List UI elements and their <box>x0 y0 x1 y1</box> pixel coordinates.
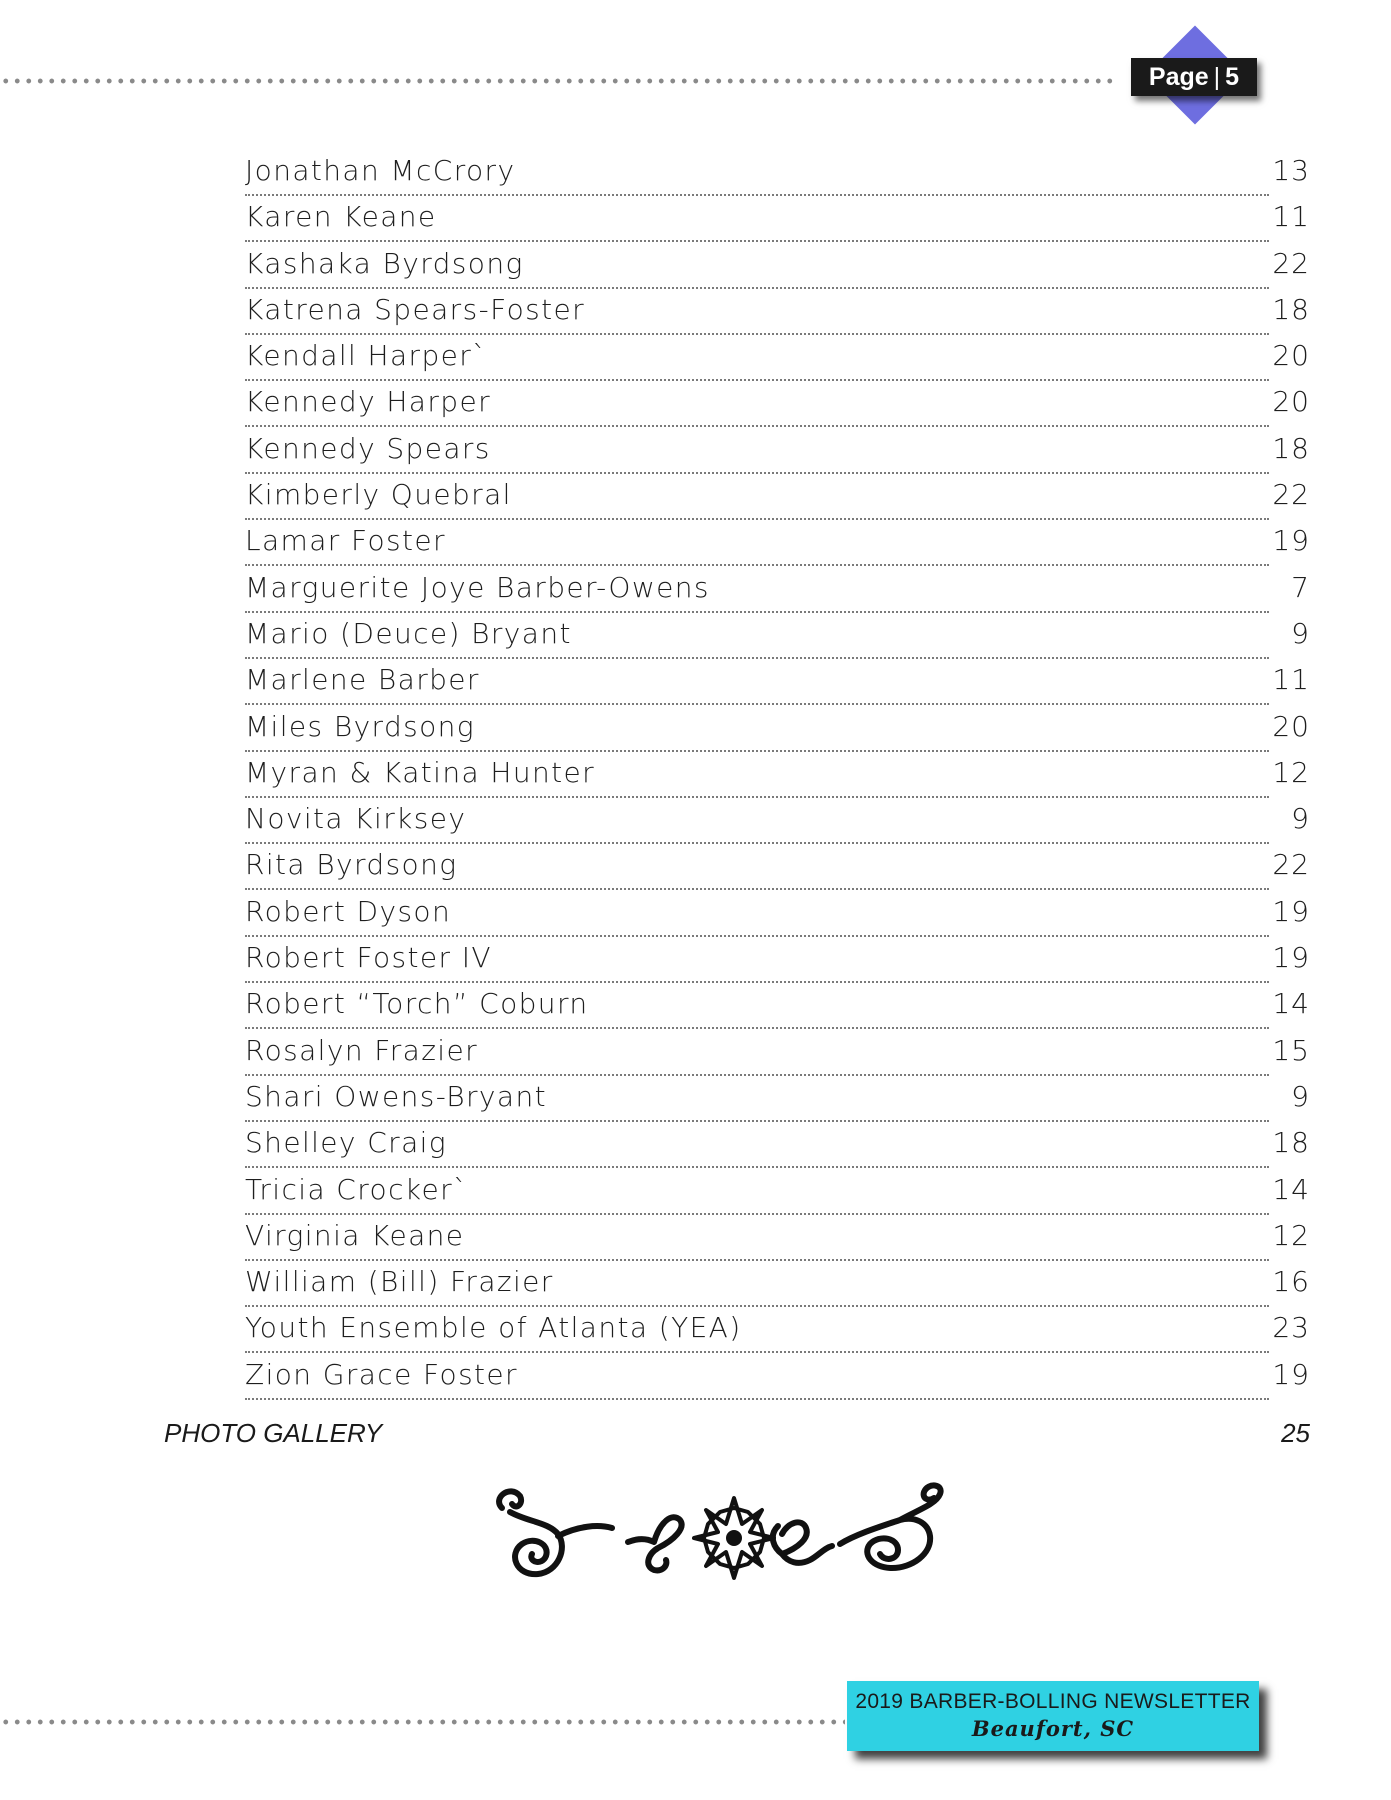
index-entry <box>245 1215 1310 1261</box>
entry-page-number: 7 <box>1291 570 1310 604</box>
index-entry <box>245 1122 1310 1168</box>
entry-page-number: 23 <box>1272 1311 1310 1345</box>
entry-name: Tricia Crocker` <box>245 1172 469 1206</box>
index-entry <box>245 891 1310 937</box>
entry-name: Shelley Craig <box>245 1126 448 1160</box>
entry-name: Marguerite Joye Barber-Owens <box>245 570 710 604</box>
entry-name: Novita Kirksey <box>245 802 467 836</box>
entry-page-number: 13 <box>1272 154 1310 187</box>
entry-name: Rita Byrdsong <box>245 848 458 882</box>
left-swirl-icon <box>499 1491 612 1574</box>
index-entry <box>245 752 1310 798</box>
entry-name: Kennedy Spears <box>245 431 491 465</box>
index-entry <box>245 844 1310 890</box>
left-heart-swirl-icon <box>628 1517 682 1570</box>
newsletter-location: Beaufort, SC <box>971 1716 1135 1741</box>
entry-page-number: 19 <box>1272 894 1310 928</box>
entry-page-number: 16 <box>1272 1265 1310 1299</box>
bottom-dotted-rule <box>0 1718 845 1726</box>
entry-name: Robert Dyson <box>245 894 452 928</box>
entry-page-number: 19 <box>1272 524 1310 558</box>
entry-page-number: 12 <box>1272 755 1310 789</box>
top-dotted-rule <box>0 77 1118 85</box>
index-entry <box>245 1261 1310 1307</box>
index-entry <box>245 196 1310 242</box>
entry-name: Shari Owens-Bryant <box>245 1079 547 1113</box>
entry-page-number: 19 <box>1272 941 1310 975</box>
newsletter-footer-box <box>847 1681 1259 1751</box>
entry-name: Robert “Torch” Coburn <box>245 987 589 1021</box>
entry-page-number: 22 <box>1272 246 1310 280</box>
entry-page-number: 19 <box>1272 1357 1310 1391</box>
index-entry <box>245 1169 1310 1215</box>
entry-page-number: 9 <box>1291 616 1310 650</box>
index-entry <box>245 243 1310 289</box>
entry-name: Marlene Barber <box>245 663 480 697</box>
entry-page-number: 9 <box>1291 802 1310 836</box>
index-entry <box>245 474 1310 520</box>
entry-name: Myran & Katina Hunter <box>245 755 596 789</box>
entry-page-number: 11 <box>1272 200 1310 234</box>
page-number-box <box>1131 58 1257 96</box>
entry-name: Kashaka Byrdsong <box>245 246 524 280</box>
index-entry <box>245 567 1310 613</box>
entry-name: Miles Byrdsong <box>245 709 475 743</box>
entry-page-number: 22 <box>1272 848 1310 882</box>
entry-page-number: 12 <box>1272 1218 1310 1252</box>
index-entry <box>245 428 1310 474</box>
index-entry <box>245 289 1310 335</box>
entry-page-number: 18 <box>1272 431 1310 465</box>
entry-name: Virginia Keane <box>245 1218 465 1252</box>
entry-name: Youth Ensemble of Atlanta (YEA) <box>245 1311 742 1345</box>
page-separator: | <box>1213 62 1221 91</box>
entry-name: Jonathan McCrory <box>245 154 516 187</box>
index-entry <box>245 335 1310 381</box>
index-entry <box>245 659 1310 705</box>
photo-gallery-page: 25 <box>1281 1418 1310 1448</box>
entry-page-number: 11 <box>1272 663 1310 697</box>
index-list <box>245 150 1310 1400</box>
center-flower-icon <box>694 1498 774 1578</box>
entry-page-number: 20 <box>1272 385 1310 419</box>
entry-name: Lamar Foster <box>245 524 446 558</box>
page-number: 5 <box>1225 62 1240 91</box>
index-entry <box>245 983 1310 1029</box>
entry-name: Karen Keane <box>245 200 437 234</box>
entry-name: Kendall Harper` <box>245 339 488 373</box>
index-entry <box>245 381 1310 427</box>
entry-page-number: 18 <box>1272 292 1310 326</box>
dot-leader <box>245 1398 1269 1400</box>
entry-name: William (Bill) Frazier <box>245 1265 554 1299</box>
photo-gallery-entry <box>164 1418 1310 1454</box>
page-label: Page <box>1148 62 1209 91</box>
photo-gallery-label: PHOTO GALLERY <box>164 1418 383 1448</box>
entry-name: Mario (Deuce) Bryant <box>245 616 572 650</box>
entry-page-number: 18 <box>1272 1126 1310 1160</box>
index-entry <box>245 706 1310 752</box>
entry-page-number: 14 <box>1272 1172 1310 1206</box>
right-swirl-icon <box>840 1485 941 1568</box>
entry-page-number: 9 <box>1291 1079 1310 1113</box>
index-entry <box>245 937 1310 983</box>
index-entry <box>245 613 1310 659</box>
index-entry <box>245 1076 1310 1122</box>
decorative-flourish-icon <box>488 1482 988 1592</box>
index-entry <box>245 1354 1310 1400</box>
index-entry <box>245 1307 1310 1353</box>
entry-page-number: 20 <box>1272 709 1310 743</box>
index-entry <box>245 1030 1310 1076</box>
newsletter-title: 2019 BARBER-BOLLING NEWSLETTER <box>855 1690 1251 1713</box>
entry-name: Kimberly Quebral <box>245 478 512 512</box>
entry-name: Kennedy Harper <box>245 385 491 419</box>
entry-name: Rosalyn Frazier <box>245 1033 479 1067</box>
index-entry <box>245 798 1310 844</box>
entry-name: Robert Foster IV <box>245 941 492 975</box>
entry-page-number: 14 <box>1272 987 1310 1021</box>
index-entry <box>245 520 1310 566</box>
entry-name: Zion Grace Foster <box>245 1357 518 1391</box>
entry-page-number: 22 <box>1272 478 1310 512</box>
entry-page-number: 15 <box>1272 1033 1310 1067</box>
right-heart-swirl-icon <box>773 1522 832 1563</box>
index-entry <box>245 150 1310 196</box>
entry-page-number: 20 <box>1272 339 1310 373</box>
entry-name: Katrena Spears-Foster <box>245 292 586 326</box>
